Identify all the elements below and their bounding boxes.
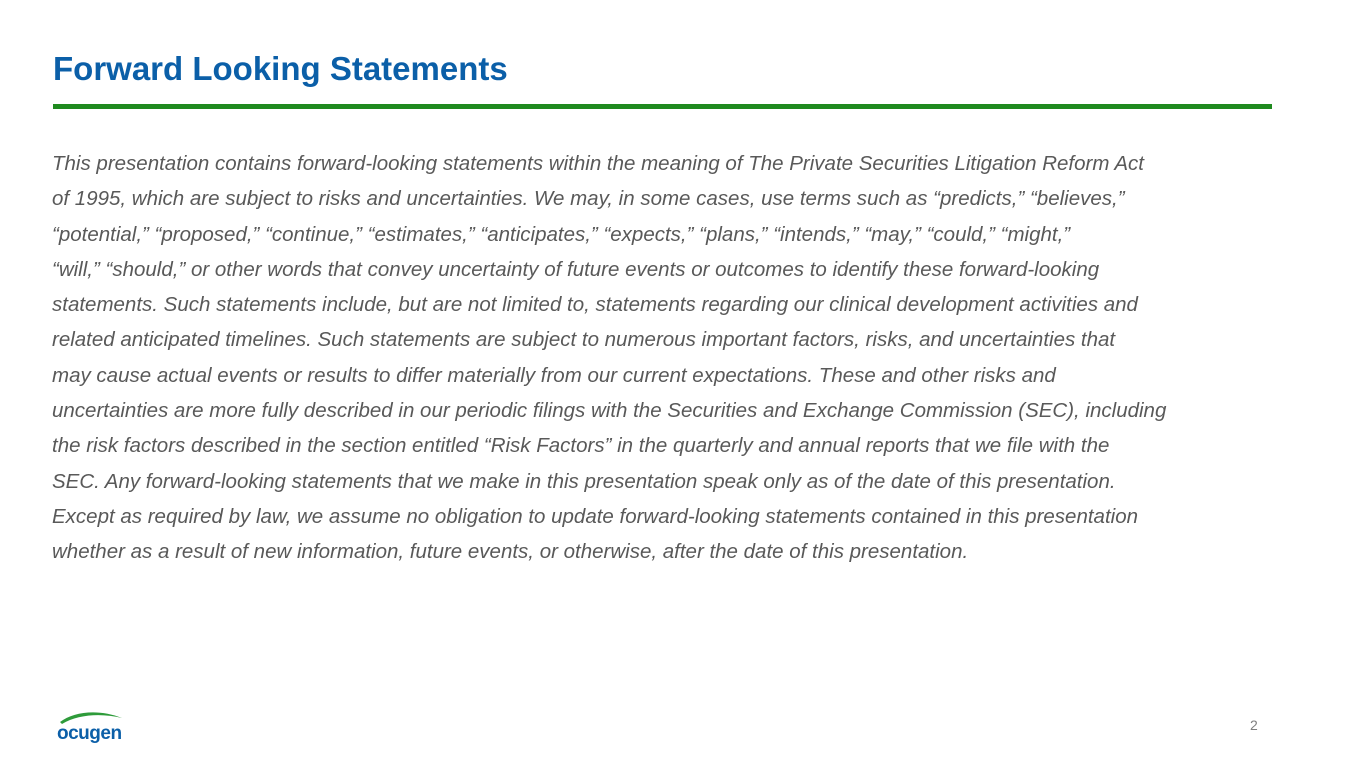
slide-title: Forward Looking Statements bbox=[53, 50, 508, 87]
paragraph-line: the risk factors described in the section entitled “Risk Factors” in the quarterly and annual reports that we file with the bbox=[52, 434, 1110, 458]
page-number: 2 bbox=[1250, 717, 1258, 733]
disclaimer-paragraph bbox=[52, 146, 1314, 570]
ocugen-logo bbox=[56, 710, 130, 750]
logo-wordmark: ocugen bbox=[57, 723, 122, 744]
paragraph-line: may cause actual events or results to differ materially from our current expectations. These and other risks and bbox=[52, 363, 1056, 387]
paragraph-line: whether as a result of new information, future events, or otherwise, after the date of this presentation. bbox=[52, 540, 969, 564]
paragraph-line: “potential,” “proposed,” “continue,” “estimates,” “anticipates,” “expects,” “plans,” “intends,” “may,” “could,” “might,” bbox=[52, 222, 1071, 246]
paragraph-line: “will,” “should,” or other words that convey uncertainty of future events or outcomes to identify these forward-looking bbox=[52, 257, 1100, 281]
paragraph-line: This presentation contains forward-looking statements within the meaning of The Private Securities Litigation Reform Act bbox=[52, 152, 1144, 175]
paragraph-line: of 1995, which are subject to risks and uncertainties. We may, in some cases, use terms such as “predicts,” “believes,” bbox=[52, 187, 1125, 211]
paragraph-line: related anticipated timelines. Such statements are subject to numerous important factors, risks, and uncertainties that bbox=[52, 328, 1116, 352]
paragraph-line: uncertainties are more fully described in our periodic filings with the Securities and Exchange Commission (SEC), including bbox=[52, 399, 1167, 423]
title-divider bbox=[53, 104, 1272, 109]
paragraph-line: SEC. Any forward-looking statements that we make in this presentation speak only as of the date of this presentation. bbox=[52, 469, 1116, 493]
paragraph-line: statements. Such statements include, but are not limited to, statements regarding our clinical development activities and bbox=[52, 293, 1138, 317]
paragraph-line: Except as required by law, we assume no obligation to update forward-looking statements contained in this presentation bbox=[52, 504, 1138, 528]
